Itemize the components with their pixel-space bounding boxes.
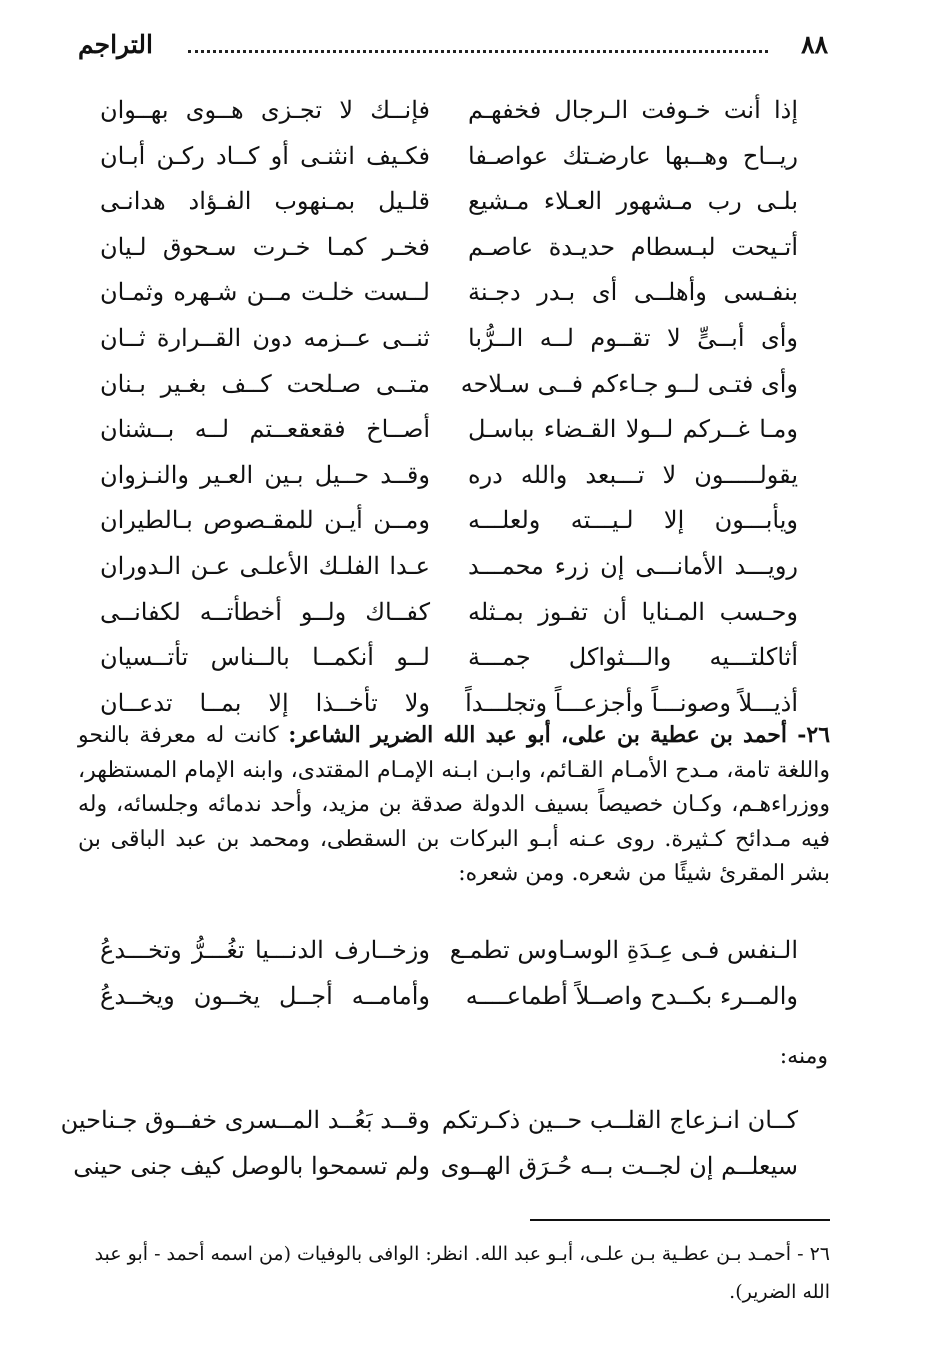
verse [100,407,798,453]
verse-first-hemistich: وأى فتـى لــو جـاءكم فــى سـلاحه [460,369,798,398]
footnote: ٢٦ - أحمـد بـن عطـية بـن علـى، أبـو عبد الله. انظر: الوافى بالوفيات (من اسمه أحمد - أبو عبد الله الضرير). [94,1243,830,1303]
verse-second-hemistich: لــو أنكمــا بالــناس تأتــسيان [100,643,430,672]
verse-second-hemistich: ثنــى عــزمه دون القــرارة ثــان [100,323,430,352]
verse-second-hemistich: وزخــارف الدنـــيا تغُـــرُّ وتخـــدعُ [100,936,430,964]
running-title: التراجم [78,30,153,59]
verse-first-hemistich: ومـا غــركم لــولا القـضاء بباسـل [468,415,798,444]
biography-text: كانت له معرفة بالنحو واللغة تامة، مـدح الأمـام القـائم، وابـن ابـنه الإمـام المقتدى، وابنه الإمام المستظهر، ووزراءهـم، وكـان خصيصاً بسيف الدولة صدقة بن مزيد، وأحد ندمائه وجلسائه، وله فيه مـدائح كـثيرة. روى عـنه أبـو البركات بن السقطى، ومحمد بن عبد الباقى بن بشر المقرئ شيئًا من شعره. ومن شعره: [78,723,830,886]
verse [100,270,798,316]
verse-first-hemistich: وحـسب المـنايا أن تفـوز بمـثله [468,597,798,626]
verse-second-hemistich: متــى صـلحت كــف بغـير بـنان [100,369,430,398]
verse [100,88,798,134]
verse-first-hemistich: كــان انـزعاج القلــب حــين ذكـرتكم [441,1106,798,1134]
verse-second-hemistich: قلـيل بمـنهوب الفـؤاد هدانـى [100,187,430,216]
verse-first-hemistich: أثاكلتـــيه والـــثواكل جمـــة [468,643,798,672]
verse-first-hemistich: إذا أنت خـوفت الـرجال فخفهـم [468,96,798,124]
verse [100,316,798,362]
verse-first-hemistich: أذيـــلاً وصونـــاً وأجزعـــاً وتجلـــداً [465,688,798,717]
verse-first-hemistich: بلـى رب مـشهور العـلاء مـشيع [468,187,798,216]
verse-second-hemistich: فكـيف انثنـى أو كــاد ركـن أبـان [100,141,430,170]
verse-first-hemistich: رويـــد الأمانـــى إن زرء محمـــد [468,551,798,580]
verse [100,635,798,681]
verse-first-hemistich: يقولـــــون لا تـــبعد والله دره [468,460,798,489]
verse-second-hemistich: وقــد بَعُــد المــسرى خفــوق جـناحين [60,1106,430,1134]
verse-first-hemistich: سيعلــم إن لجــت بــه حُـرَق الهــوى [440,1152,798,1180]
verse [100,134,798,180]
biography-entry-26 [78,718,830,892]
verse-second-hemistich: وأمامــه أجــل يخــون ويخــدعُ [100,982,430,1010]
page-number: ٨٨ [801,30,828,59]
verse [100,179,798,225]
verse [100,453,798,499]
verse-first-hemistich: ويأبـــون إلا لـيـــته ولعلـــه [468,506,798,535]
verse-second-hemistich: ولا تأخــذا إلا بمــا تدعــان [100,688,430,717]
verse-second-hemistich: أصــاخ فقعقعــتم لــه بــشنان [100,415,430,444]
verse-first-hemistich: الـنفس فـى عِـدَةِ الوسـاوس تطمـع [449,936,798,964]
verse-first-hemistich: ريــاح وهــبها عارضـتك عواصـفا [468,141,798,170]
verse [100,225,798,271]
page-header [78,24,828,74]
verse-second-hemistich: فإنــك لا تجـزى هــوى بهــوان [100,96,430,124]
verse-second-hemistich: وقــد حــيل بـين العـير والنـزوان [100,460,430,489]
footnote-divider [530,1219,830,1221]
poem-verses-2 [60,1098,798,1190]
section-intro: ومنه: [779,1044,828,1069]
verse-first-hemistich: والمــرء بكــدح واصــلاً أطماعــــه [465,982,798,1010]
verse [73,1144,798,1190]
verse [100,974,798,1020]
verse [100,928,798,974]
verse [100,498,798,544]
verse [100,590,798,636]
verse-second-hemistich: ومــن أيـن للمقـصوص بـالطيران [100,506,430,535]
biography-heading: ٢٦- أحمد بن عطية بن على، أبو عبد الله الضرير الشاعر: [288,722,831,748]
verse [60,1098,798,1144]
verse [100,362,798,408]
verse-second-hemistich: ولم تسمحوا بالوصل كيف جنى حينى [73,1152,430,1180]
verse-first-hemistich: بنفـسى وأهلــى أى بـدر دجـنة [468,278,798,307]
poem-elegy [100,88,798,726]
verse [100,544,798,590]
verse-first-hemistich: وأى أبــىٍّ لا تقــوم لــه الــرُّبا [468,323,798,352]
verse-second-hemistich: فخـر كمـا خـرت سـحوق لـيان [100,232,430,261]
verse-first-hemistich: أتـيحت لبـسطام حديـدة عاصـم [468,232,798,261]
verse-second-hemistich: عـدا الفلـك الأعلـى عـن الـدوران [100,551,430,580]
verse-second-hemistich: كفــاك ولــو أخطأتــه لكفانــى [100,597,430,626]
verse-second-hemistich: لــست خلـت مــن شـهره وثمـان [100,278,430,307]
header-dotted-leader [188,50,768,53]
poem-verses-1 [100,928,798,1020]
